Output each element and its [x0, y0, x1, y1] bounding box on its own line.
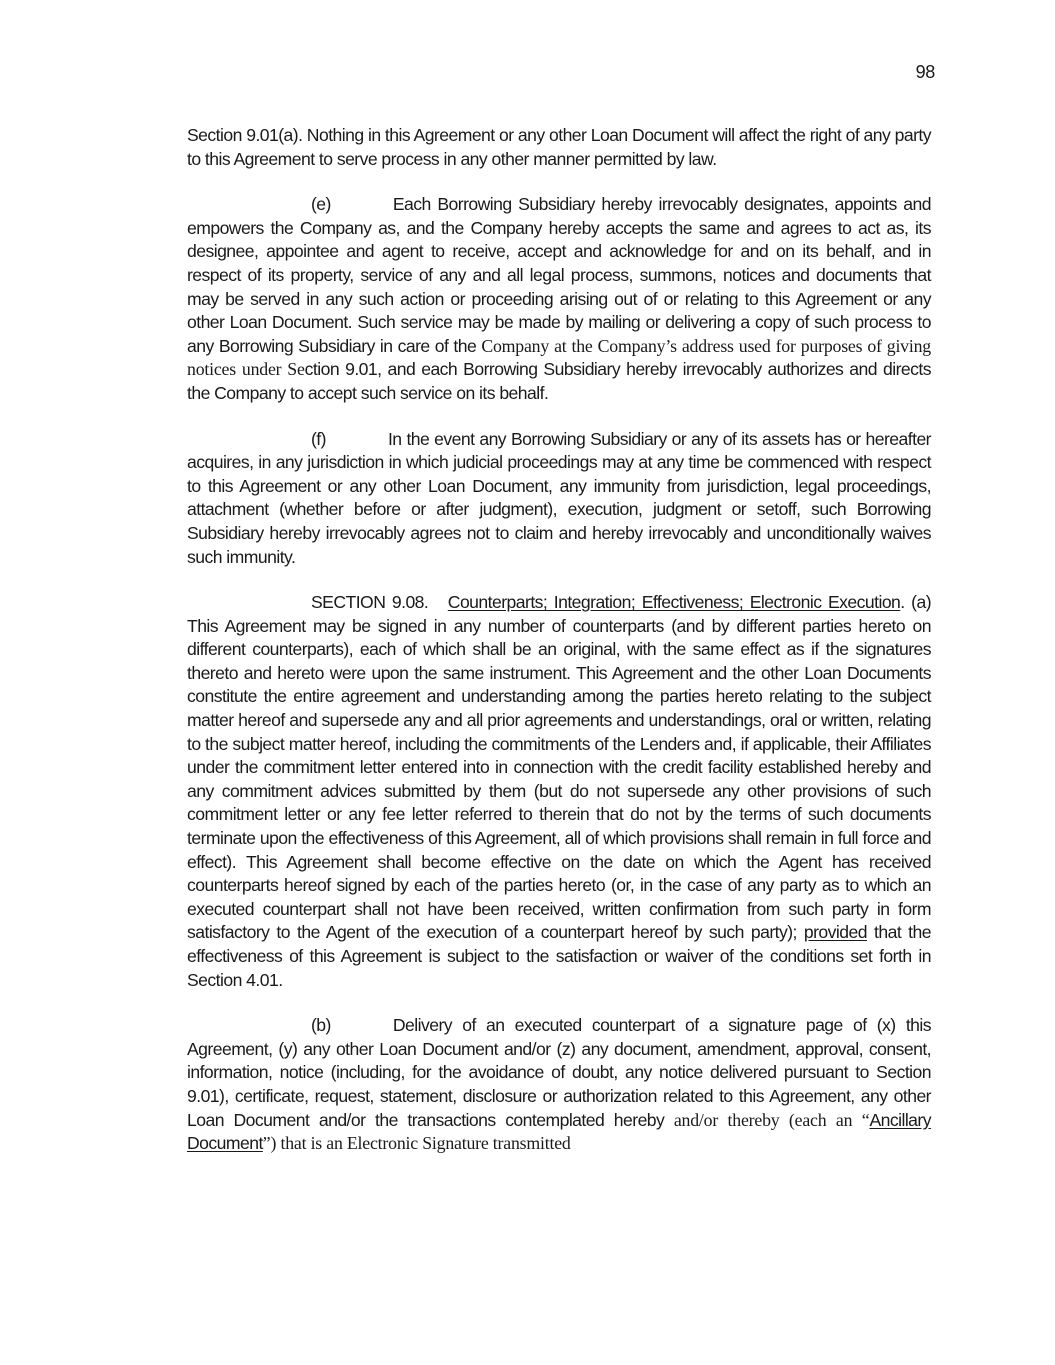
paragraph-f	[187, 428, 931, 570]
clause-label: (b)	[311, 1015, 331, 1036]
paragraph-text: Section 9.01(a). Nothing in this Agreement or any other Loan Document will affect the right of any party to this Agreement to serve process in any other manner permitted by law.	[187, 125, 931, 169]
paragraph-text: that the effectiveness of this Agreement is subject to the satisfaction or waiver of the conditions set forth in Section 4.01.	[187, 922, 931, 990]
paragraph-service-of-process	[187, 124, 931, 171]
page-number: 98	[915, 62, 935, 82]
section-title: Counterparts; Integration; Effectiveness; Electronic Execution	[447, 592, 901, 613]
section-9-08	[187, 591, 931, 992]
paragraph-text: . (a) This Agreement may be signed in any number of counterparts (and by different parties hereto on different counterparts), each of which shall be an original, with the same effect as if the signatures thereto and hereto were upon the same instrument. This Agreement and the other Loan Documents constitute the entire agreement and understanding among the parties hereto relating to the subject matter hereof and supersede any and all prior agreements and understandings, oral or written, relating to the subject matter hereof, including the commitments of the Lenders and, if applicable, their Affiliates under the commitment letter entered into in connection with the credit facility established hereby and any commitment advices submitted by them (but do not supersede any other provisions of such commitment letter or any fee letter referred to therein that do not by the terms of such documents terminate upon the effectiveness of this Agreement, all of which provisions shall remain in full force and effect). This Agreement shall become effective on the date on which the Agent has received counterparts hereof signed by each of the parties hereto (or, in the case of any party as to which an executed counterpart shall not have been received, written confirmation from such party in form satisfactory to the Agent of the execution of a counterpart hereof by such party);	[187, 592, 932, 943]
paragraph-text: In the event any Borrowing Subsidiary or any of its assets has or hereafter acquires, in any jurisdiction in which judicial proceedings may at any time be commenced with respect to this Agreement or any other Loan Document, any immunity from jurisdiction, legal proceedings, attachment (whether before or after judgment), execution, judgment or setoff, such Borrowing Subsidiary hereby irrevocably agrees not to claim and hereby irrevocably and unconditionally waives such immunity.	[187, 428, 931, 567]
paragraph-b	[187, 1014, 931, 1156]
defined-term-provided: provided	[803, 922, 867, 943]
paragraph-text-serif: Company at the Company’s address used for purposes of giving notices under Se	[187, 335, 931, 380]
clause-label: (f)	[311, 428, 326, 449]
paragraph-text: Each Borrowing Subsidiary hereby irrevocably designates, appoints and empowers the Company as, and the Company hereby accepts the same and agrees to act as, its designee, appointee and agent to receive, accept and acknowledge for and on its behalf, and in respect of its property, service of any and all legal process, summons, notices and documents that may be served in any such action or proceeding arising out of or relating to this Agreement or any other Loan Document. Such service may be made by mailing or delivering a copy of such process to any Borrowing Subsidiary in care of the	[187, 194, 931, 356]
paragraph-e	[187, 193, 931, 405]
paragraph-text: ction 9.01, and each Borrowing Subsidiary hereby irrevocably authorizes and directs the Company to accept such service on its behalf.	[187, 359, 931, 403]
defined-term-ancillary-document: Ancillary Document	[187, 1109, 931, 1154]
section-heading: SECTION 9.08.	[311, 592, 429, 613]
document-body	[187, 124, 931, 1178]
paragraph-text-serif: and/or thereby (each an “	[673, 1109, 870, 1130]
paragraph-text-serif: ”) that is an Electronic Signature transmitted	[262, 1133, 571, 1154]
clause-label: (e)	[311, 194, 331, 215]
paragraph-text: Delivery of an executed counterpart of a signature page of (x) this Agreement, (y) any other Loan Document and/or (z) any document, amendment, approval, consent, information, notice (including, for the avoidance of doubt, any notice delivered pursuant to Section 9.01), certificate, request, statement, disclosure or authorization related to this Agreement, any other Loan Document and/or the transactions contemplated hereby	[187, 1015, 931, 1130]
